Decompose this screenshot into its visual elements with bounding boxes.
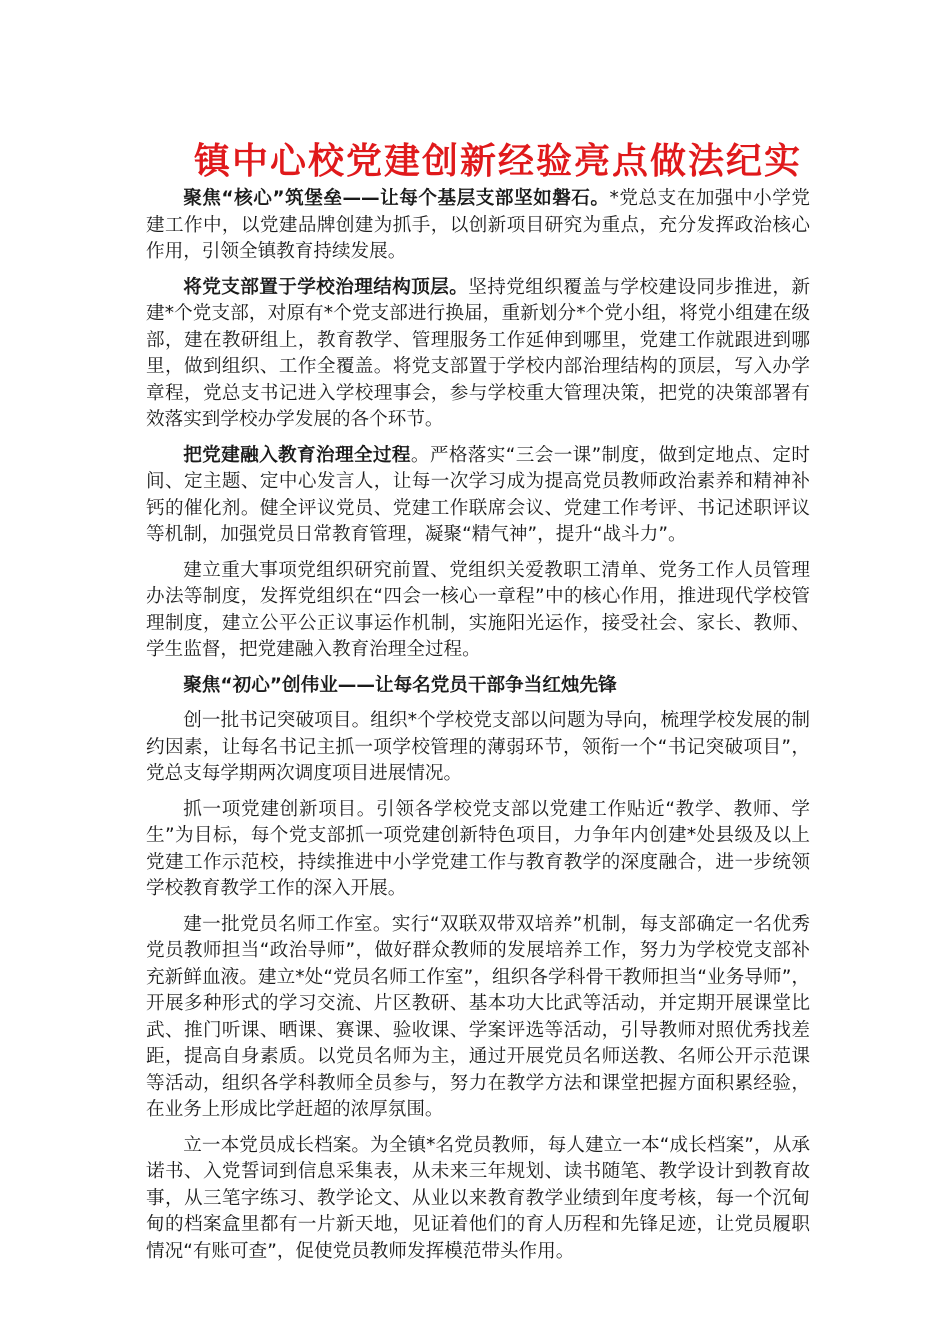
paragraph-1: [146, 186, 810, 266]
paragraph-text: 坚持党组织覆盖与学校建设同步推进，新建*个党支部，对原有*个党支部进行换届，重新划分*个党小组，将党小组建在级部，建在教研组上，教育教学、管理服务工作延伸到哪里，党建工作就跟进到哪里，做到组织、工作全覆盖。将党支部置于学校内部治理结构的顶层，写入办学章程，党总支书记进入学校理事会，参与学校重大管理决策，把党的决策部署有效落实到学校办学发展的各个环节。: [146, 276, 810, 430]
paragraph-6: 抓一项党建创新项目。引领各学校党支部以党建工作贴近“教学、教师、学生”为目标，每个党支部抓一项党建创新特色项目，力争年内创建*处县级及以上党建工作示范校，持续推进中小学党建工作与教育教学的深度融合，进一步统领学校教育教学工作的深入开展。: [146, 798, 810, 899]
paragraph-5: 创一批书记突破项目。组织*个学校党支部以问题为导向，梳理学校发展的制约因素，让每名书记主抓一项学校管理的薄弱环节，领衔一个“书记突破项目”，党总支每学期两次调度项目进展情况。: [146, 710, 810, 784]
paragraph-text: *党总支在加强中小学党建工作中，以党建品牌创建为抓手，以创新项目研究为重点，充分发挥政治核心作用，引领全镇教育持续发展。: [146, 188, 810, 262]
paragraph-8: 立一本党员成长档案。为全镇*名党员教师，每人建立一本“成长档案”，从承诺书、入党誓词到信息采集表，从未来三年规划、读书随笔、教学设计到教育故事，从三笔字练习、教学论文、从业以来教育教学业绩到年度考核，每一个沉甸甸的档案盒里都有一片新天地，见证着他们的育人历程和先锋足迹，让党员履职情况“有账可查”，促使党员教师发挥模范带头作用。: [146, 1134, 810, 1262]
document-title: 镇中心校党建创新经验亮点做法纪实: [193, 140, 802, 182]
paragraph-lead: 聚焦“核心”筑堡垒——让每个基层支部坚如磐石。: [183, 188, 610, 209]
paragraph-lead: 把党建融入教育治理全过程: [183, 444, 411, 466]
paragraph-text: 。严格落实“三会一课”制度，做到定地点、定时间、定主题、定中心发言人，让每一次学习成为提高党员教师政治素养和精神补钙的催化剂。健全评议党员、党建工作联席会议、党建工作考评、书记述职评议等机制，加强党员日常教育管理，凝聚“精气神”，提升“战斗力”。: [146, 444, 810, 545]
paragraph-3: [146, 443, 810, 549]
paragraph-7: 建一批党员名师工作室。实行“双联双带双培养”机制，每支部确定一名优秀党员教师担当“政治导师”，做好群众教师的发展培养工作，努力为学校党支部补充新鲜血液。建立*处“党员名师工作室”，组织各学科骨干教师担当“业务导师”，开展多种形式的学习交流、片区教研、基本功大比武等活动，并定期开展课堂比武、推门听课、晒课、赛课、验收课、学案评选等活动，引导教师对照优秀找差距，提高自身素质。以党员名师为主，通过开展党员名师送教、名师公开示范课等活动，组织各学科教师全员参与，努力在教学方法和课堂把握方面积累经验，在业务上形成比学赶超的浓厚氛围。: [146, 913, 810, 1120]
section-heading: 聚焦“初心”创伟业——让每名党员干部争当红烛先锋: [183, 674, 617, 696]
document-body: [146, 186, 810, 1274]
paragraph-2: [146, 275, 810, 434]
paragraph-4: [146, 558, 810, 664]
paragraph-text: 建立重大事项党组织研究前置、党组织关爱教职工清单、党务工作人员管理办法等制度，发挥党组织在“四会一核心一章程”中的核心作用，推进现代学校管理制度，建立公平公正议事运作机制，实施阳光运作，接受社会、家长、教师、学生监督，把党建融入教育治理全过程。: [146, 559, 810, 660]
paragraph-lead: 将党支部置于学校治理结构顶层。: [183, 276, 469, 298]
